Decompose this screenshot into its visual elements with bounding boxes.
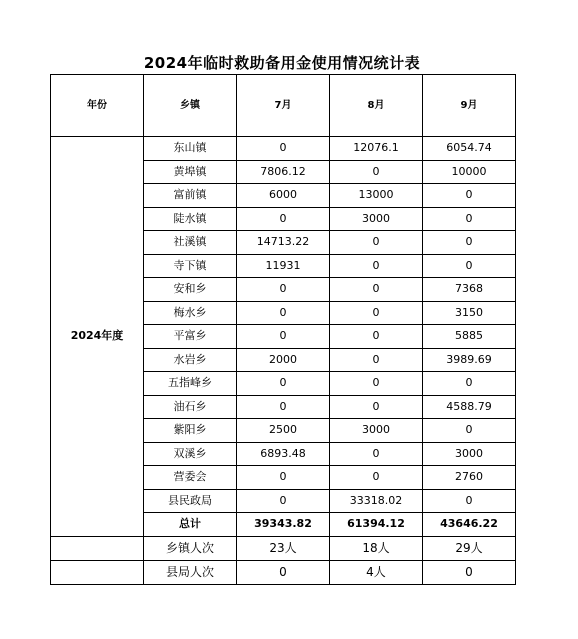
- july-cell: 0: [237, 466, 330, 490]
- town-cell: 紫阳乡: [144, 419, 237, 443]
- august-cell: 0: [330, 466, 423, 490]
- count-september: 0: [423, 560, 516, 584]
- september-cell: 0: [423, 489, 516, 513]
- count-row: [51, 536, 516, 560]
- town-cell: 五指峰乡: [144, 372, 237, 396]
- august-cell: 13000: [330, 184, 423, 208]
- total-label: 总计: [144, 513, 237, 537]
- town-cell: 梅水乡: [144, 301, 237, 325]
- august-cell: 0: [330, 442, 423, 466]
- count-july: 23人: [237, 536, 330, 560]
- july-cell: 2500: [237, 419, 330, 443]
- july-cell: 0: [237, 207, 330, 231]
- august-cell: 0: [330, 325, 423, 349]
- september-cell: 2760: [423, 466, 516, 490]
- august-cell: 0: [330, 395, 423, 419]
- august-cell: 3000: [330, 419, 423, 443]
- header-row: [51, 75, 516, 137]
- count-blank-cell: [51, 536, 144, 560]
- table-row: [51, 137, 516, 161]
- town-cell: 油石乡: [144, 395, 237, 419]
- table-title: 2024年临时救助备用金使用情况统计表: [143, 54, 421, 72]
- september-cell: 0: [423, 184, 516, 208]
- july-cell: 0: [237, 278, 330, 302]
- town-cell: 平富乡: [144, 325, 237, 349]
- september-cell: 4588.79: [423, 395, 516, 419]
- count-row: [51, 560, 516, 584]
- town-cell: 陡水镇: [144, 207, 237, 231]
- september-cell: 5885: [423, 325, 516, 349]
- july-cell: 0: [237, 301, 330, 325]
- july-cell: 0: [237, 325, 330, 349]
- header-september: 9月: [423, 75, 516, 137]
- town-cell: 黄埠镇: [144, 160, 237, 184]
- town-cell: 富前镇: [144, 184, 237, 208]
- town-cell: 社溪镇: [144, 231, 237, 255]
- july-cell: 0: [237, 395, 330, 419]
- september-cell: 0: [423, 372, 516, 396]
- town-cell: 水岩乡: [144, 348, 237, 372]
- july-cell: 0: [237, 489, 330, 513]
- town-cell: 东山镇: [144, 137, 237, 161]
- september-cell: 10000: [423, 160, 516, 184]
- total-july: 39343.82: [237, 513, 330, 537]
- town-cell: 双溪乡: [144, 442, 237, 466]
- header-july: 7月: [237, 75, 330, 137]
- july-cell: 6893.48: [237, 442, 330, 466]
- town-cell: 营委会: [144, 466, 237, 490]
- july-cell: 11931: [237, 254, 330, 278]
- september-cell: 6054.74: [423, 137, 516, 161]
- town-cell: 县民政局: [144, 489, 237, 513]
- header-year: 年份: [51, 75, 144, 137]
- july-cell: 0: [237, 137, 330, 161]
- statistics-table: [50, 74, 516, 585]
- town-cell: 安和乡: [144, 278, 237, 302]
- august-cell: 0: [330, 372, 423, 396]
- september-cell: 0: [423, 207, 516, 231]
- september-cell: 3989.69: [423, 348, 516, 372]
- town-cell: 寺下镇: [144, 254, 237, 278]
- header-august: 8月: [330, 75, 423, 137]
- year-cell: 2024年度: [51, 137, 144, 537]
- august-cell: 33318.02: [330, 489, 423, 513]
- count-august: 4人: [330, 560, 423, 584]
- september-cell: 3000: [423, 442, 516, 466]
- september-cell: 0: [423, 419, 516, 443]
- august-cell: 0: [330, 301, 423, 325]
- august-cell: 0: [330, 231, 423, 255]
- count-september: 29人: [423, 536, 516, 560]
- count-july: 0: [237, 560, 330, 584]
- july-cell: 6000: [237, 184, 330, 208]
- total-september: 43646.22: [423, 513, 516, 537]
- total-august: 61394.12: [330, 513, 423, 537]
- august-cell: 0: [330, 254, 423, 278]
- september-cell: 0: [423, 231, 516, 255]
- august-cell: 0: [330, 278, 423, 302]
- august-cell: 12076.1: [330, 137, 423, 161]
- august-cell: 0: [330, 160, 423, 184]
- count-blank-cell: [51, 560, 144, 584]
- september-cell: 0: [423, 254, 516, 278]
- header-town: 乡镇: [144, 75, 237, 137]
- july-cell: 0: [237, 372, 330, 396]
- july-cell: 7806.12: [237, 160, 330, 184]
- count-label: 县局人次: [144, 560, 237, 584]
- august-cell: 3000: [330, 207, 423, 231]
- count-august: 18人: [330, 536, 423, 560]
- count-label: 乡镇人次: [144, 536, 237, 560]
- august-cell: 0: [330, 348, 423, 372]
- september-cell: 7368: [423, 278, 516, 302]
- september-cell: 3150: [423, 301, 516, 325]
- july-cell: 2000: [237, 348, 330, 372]
- july-cell: 14713.22: [237, 231, 330, 255]
